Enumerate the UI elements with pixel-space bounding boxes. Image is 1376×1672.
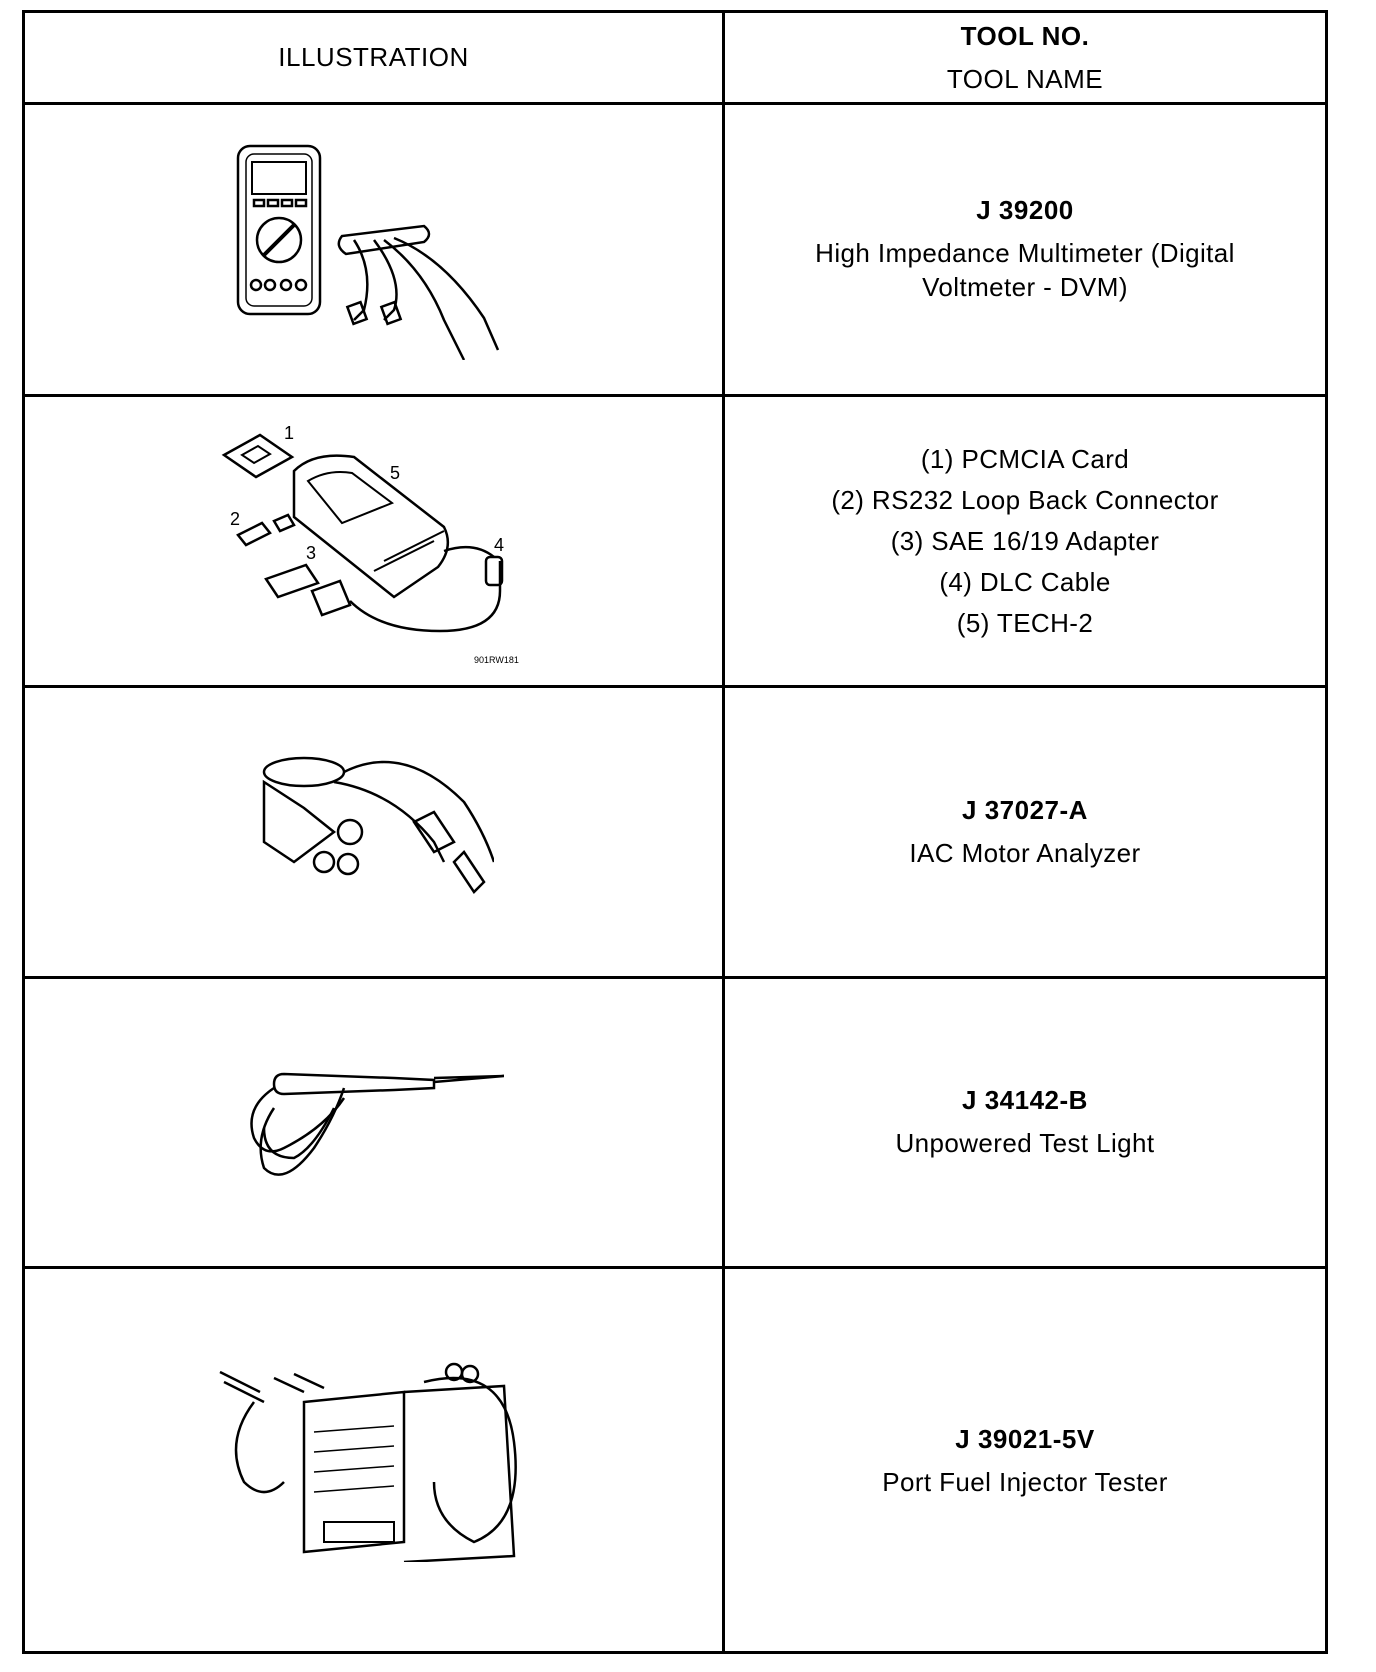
part-item: (5) TECH-2 xyxy=(956,607,1094,638)
tool-cell xyxy=(725,979,1325,1266)
multimeter-icon xyxy=(224,140,524,360)
tool-table xyxy=(22,10,1328,1654)
tool-name: High Impedance Multimeter (Digital Voltmeter - DVM) xyxy=(815,238,1235,302)
header-tool-no: TOOL NO. xyxy=(960,20,1090,51)
iac-analyzer-icon xyxy=(254,752,494,912)
illustration-cell xyxy=(25,688,722,976)
callout-2: 2 xyxy=(229,509,240,529)
part-item: (2) RS232 Loop Back Connector xyxy=(831,484,1219,515)
callout-4: 4 xyxy=(493,535,504,555)
header-illustration-cell xyxy=(25,13,722,102)
tool-name: IAC Motor Analyzer xyxy=(909,837,1141,868)
tool-number: J 39200 xyxy=(976,195,1074,225)
fuel-injector-tester-icon xyxy=(214,1362,534,1562)
tool-number: J 37027-A xyxy=(962,794,1088,825)
tool-number: J 39021-5V xyxy=(955,1424,1095,1454)
part-item: (1) PCMCIA Card xyxy=(920,443,1130,474)
tool-number: J 34142-B xyxy=(962,1085,1088,1115)
header-tool-cell xyxy=(725,13,1325,102)
header-tool-name: TOOL NAME xyxy=(946,63,1104,94)
test-light-icon xyxy=(244,1058,504,1188)
tool-cell xyxy=(725,397,1325,685)
callout-3: 3 xyxy=(305,543,316,563)
part-item: (3) SAE 16/19 Adapter xyxy=(890,525,1160,556)
illustration-cell xyxy=(25,1269,722,1654)
tech2-kit-icon xyxy=(204,411,544,671)
callout-1: 1 xyxy=(283,423,294,443)
tool-cell xyxy=(725,688,1325,976)
tool-name: Unpowered Test Light xyxy=(895,1128,1155,1158)
illustration-cell xyxy=(25,979,722,1266)
tool-cell xyxy=(725,105,1325,394)
callout-5: 5 xyxy=(389,463,400,483)
illustration-cell xyxy=(25,397,722,685)
figure-code: 901RW181 xyxy=(473,655,519,665)
illustration-cell xyxy=(25,105,722,394)
header-illustration: ILLUSTRATION xyxy=(278,42,469,72)
part-item: (4) DLC Cable xyxy=(939,566,1111,597)
tool-name: Port Fuel Injector Tester xyxy=(882,1467,1168,1497)
tool-cell xyxy=(725,1269,1325,1654)
